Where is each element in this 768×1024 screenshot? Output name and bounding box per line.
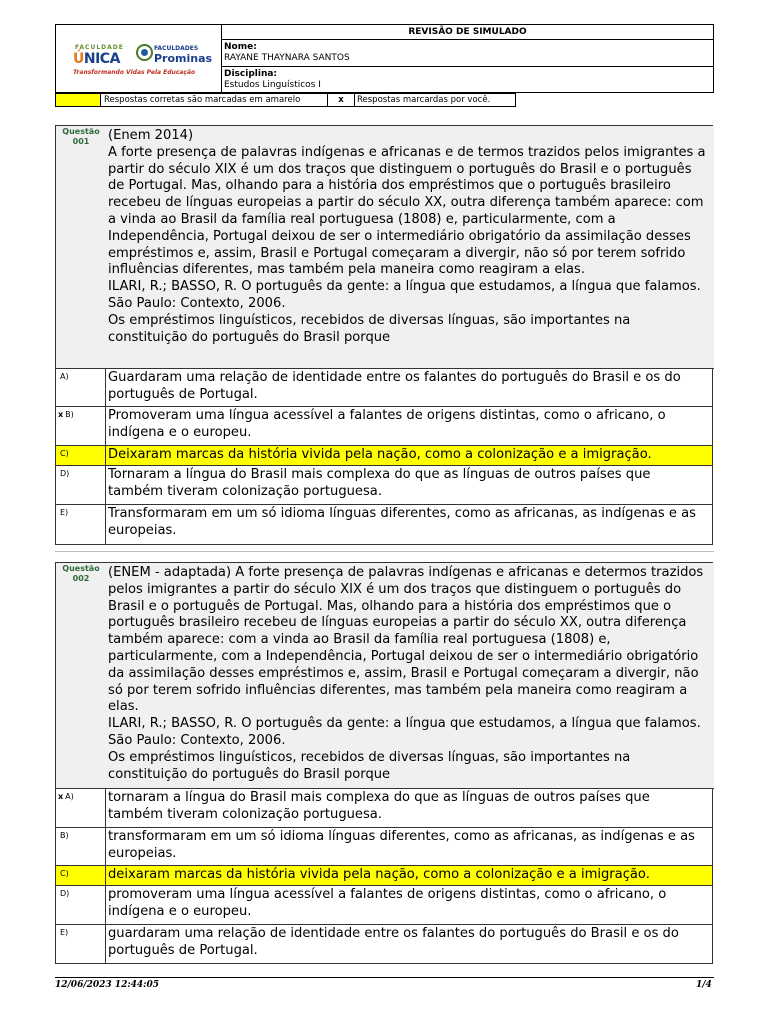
legend-mark-symbol: x [327,93,355,107]
name-value: RAYANE THAYNARA SANTOS [224,53,350,63]
section-divider [55,551,714,552]
answer-option[interactable] [56,886,712,925]
option-text: Promoveram uma língua acessível a falantes de origens distintas, como o africano, o indígena e o europeu. [108,408,666,440]
question-number: Questão 001 [62,127,100,146]
page-title: REVISÃO DE SIMULADO [222,25,713,40]
question-statement [56,126,714,369]
footer-rule [55,977,714,978]
question-block [55,562,713,964]
answer-option[interactable] [56,466,712,505]
option-text: promoveram uma língua acessível a falantes de origens distintas, como o africano, o indígena e o europeu. [108,887,667,919]
option-letter: D) [60,889,70,898]
selected-mark: x [58,410,64,419]
prominas-globe-icon [136,44,153,61]
discipline-value: Estudos Linguísticos I [224,80,321,90]
question-number: Questão 002 [62,564,100,583]
option-text: Tornaram a língua do Brasil mais complexa do que as línguas de outros países que também tiveram colonização portuguesa. [108,467,651,499]
discipline-row [222,67,713,92]
option-letter: E) [60,928,69,937]
option-letter: A) [65,792,74,801]
legend-correct-text: Respostas corretas são marcadas em amarelo [100,93,328,107]
option-text: deixaram marcas da história vivida pela nação, como a colonização e a imigração. [108,867,650,882]
institution-logo [56,25,222,92]
footer-page-number: 1/4 [696,980,712,990]
name-label: Nome: [224,42,257,52]
footer-datetime: 12/06/2023 12:44:05 [55,980,160,990]
answer-option[interactable] [56,505,712,544]
option-text: Guardaram uma relação de identidade entre os falantes do português do Brasil e os do português de Portugal. [108,370,681,402]
header-table [55,24,714,93]
question-block [55,125,713,545]
option-text: transformaram em um só idioma línguas diferentes, como as africanas, as indígenas e as europeias. [108,829,695,861]
question-text: (ENEM - adaptada) A forte presença de palavras indígenas e africanas e determos trazidos pelos imigrantes a partir do século XIX é um dos traços que distinguem o português do Brasil e o português de Portugal. Mas, olhando para a história dos empréstimos que o português brasileiro recebeu de línguas europeias a partir do século XX, outra diferença também aparece: com a vinda ao Brasil da família real portuguesa (1808) e, particularmente, com a Independência, Portugal deixou de ser o intermediário obrigatório da assimilação desses empréstimos e, assim, Brasil e Portugal começaram a divergir, não só por terem sofrido influências diferentes, mas também pela maneira como reagiram a elas. ILARI, R.; BASSO, R. O português da gente: a língua que estudamos, a língua que falamos. São Paulo: Contexto, 2006. Os empréstimos linguísticos, recebidos de diversas línguas, são importantes na constituição do português do Brasil porque [108,565,704,782]
option-letter: B) [60,831,69,840]
option-letter: C) [60,869,69,878]
question-statement [56,563,714,789]
option-letter: D) [60,469,70,478]
answer-option[interactable] [56,369,712,407]
option-text: guardaram uma relação de identidade entre os falantes do português do Brasil e os do português de Portugal. [108,926,679,958]
legend-correct-swatch [55,93,101,107]
answer-option[interactable] [56,407,712,446]
logo-prominas-name: Prominas [154,52,213,65]
question-text: (Enem 2014) A forte presença de palavras indígenas e africanas e de termos trazidos pelos imigrantes a partir do século XIX é um dos traços que distinguem o português do Brasil e o português de Portugal. Mas, olhando para a história dos empréstimos que o português brasileiro recebeu de línguas europeias a partir do século XX, outra diferença também aparece: com a vinda ao Brasil da família real portuguesa (1808) e, particularmente, com a Independência, Portugal deixou de ser o intermediário obrigatório da assimilação desses empréstimos e, assim, Brasil e Portugal começaram a divergir, não só por terem sofrido influências diferentes, mas também pela maneira como reagiram a elas. ILARI, R.; BASSO, R. O português da gente: a língua que estudamos, a língua que falamos. São Paulo: Contexto, 2006. Os empréstimos linguísticos, recebidos de diversas línguas, são importantes na constituição do português do Brasil porque [108,128,706,345]
option-letter: C) [60,449,69,458]
logo-prominas-faculdades: FACULDADES [154,45,199,52]
option-letter: E) [60,508,69,517]
answer-option[interactable] [56,789,712,828]
option-letter: B) [65,410,74,419]
answer-option[interactable] [56,828,712,866]
logo-unica-text: ÚNICA [73,51,120,67]
answer-option-correct[interactable] [56,866,712,886]
option-text: Transformaram em um só idioma línguas diferentes, como as africanas, as indígenas e as europeias. [108,506,696,538]
student-name-row [222,40,713,67]
selected-mark: x [58,792,64,801]
option-letter: A) [60,372,69,381]
logo-tagline: Transformando Vidas Pela Educação [73,69,196,76]
option-text: tornaram a língua do Brasil mais complexa do que as línguas de outros países que também tiveram colonização portuguesa. [108,790,650,822]
answer-option[interactable] [56,925,712,963]
legend-marked-text: Respostas marcardas por você. [354,93,516,107]
discipline-label: Disciplina: [224,69,278,79]
option-text: Deixaram marcas da história vivida pela nação, como a colonização e a imigração. [108,447,652,462]
answer-option-correct[interactable] [56,446,712,466]
logo-faculdade-text: FACULDADE [75,44,124,51]
